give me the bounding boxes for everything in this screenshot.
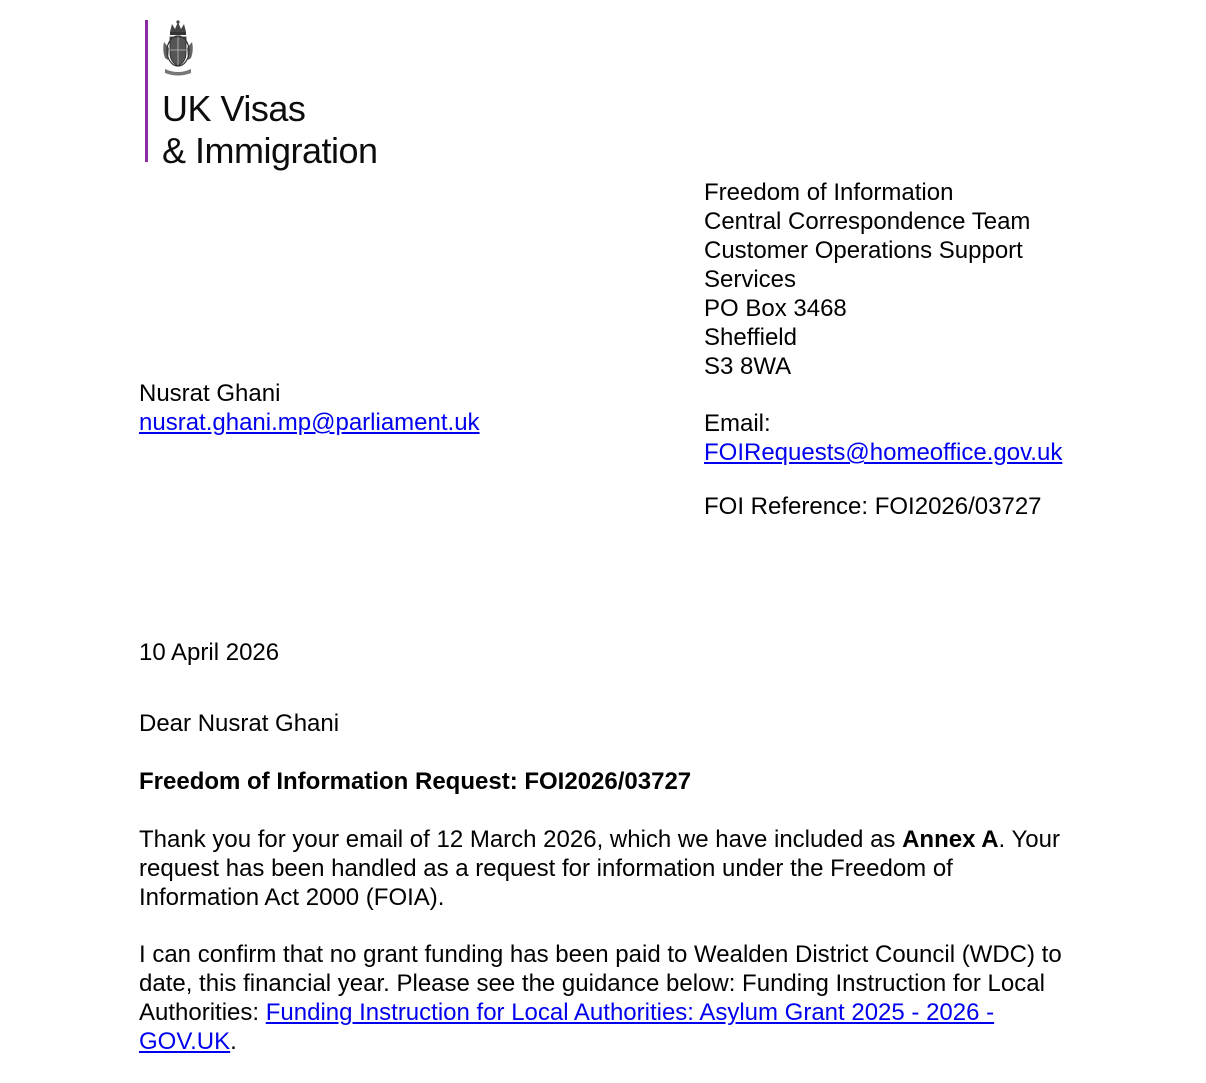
letter-subject: Freedom of Information Request: FOI2026/03727 — [139, 768, 692, 795]
logo-line-1: UK Visas — [162, 88, 306, 129]
logo-wordmark — [162, 88, 378, 172]
letter-paragraph-1 — [139, 825, 1079, 912]
paragraph-text: . Your request has been handled as a request for information under the Freedom of Information Act 2000 (FOIA). — [139, 826, 1060, 911]
sender-address-line: Services — [704, 266, 797, 293]
foi-reference: FOI Reference: FOI2026/03727 — [704, 493, 1042, 520]
sender-address-line: Central Correspondence Team — [704, 208, 1031, 235]
royal-coat-of-arms-icon — [161, 20, 195, 78]
sender-address-line: Customer Operations Support — [704, 237, 1023, 264]
letter-paragraph-2 — [139, 940, 1079, 1056]
sender-address-line: PO Box 3468 — [704, 295, 847, 322]
sender-email-link[interactable]: FOIRequests@homeoffice.gov.uk — [704, 439, 1063, 466]
sender-address-block — [704, 178, 1124, 521]
logo-accent-bar — [145, 20, 148, 162]
sender-email-label: Email: — [704, 410, 771, 437]
logo-line-2: & Immigration — [162, 130, 378, 171]
recipient-block — [139, 379, 480, 437]
sender-address-line: S3 8WA — [704, 353, 792, 380]
annex-reference: Annex A — [902, 826, 999, 853]
sender-address-line: Sheffield — [704, 324, 797, 351]
recipient-name: Nusrat Ghani — [139, 380, 281, 407]
paragraph-text: . — [230, 1028, 237, 1055]
paragraph-text: I can confirm that no grant funding has been paid to Wealden District Council (WDC) to date, this financial year. Please see the guidance below: Funding Instruction for Local Authorities: — [139, 941, 1062, 1026]
sender-address-line: Freedom of Information — [704, 179, 954, 206]
ukvi-logo — [145, 20, 445, 171]
paragraph-text: Thank you for your email of 12 March 2026, which we have included as — [139, 826, 903, 853]
recipient-email-link[interactable]: nusrat.ghani.mp@parliament.uk — [139, 409, 480, 436]
funding-instruction-link[interactable]: Funding Instruction for Local Authorities: Asylum Grant 2025 - 2026 - GOV.UK — [139, 999, 995, 1055]
letter-date: 10 April 2026 — [139, 639, 280, 666]
letter-greeting: Dear Nusrat Ghani — [139, 710, 340, 737]
